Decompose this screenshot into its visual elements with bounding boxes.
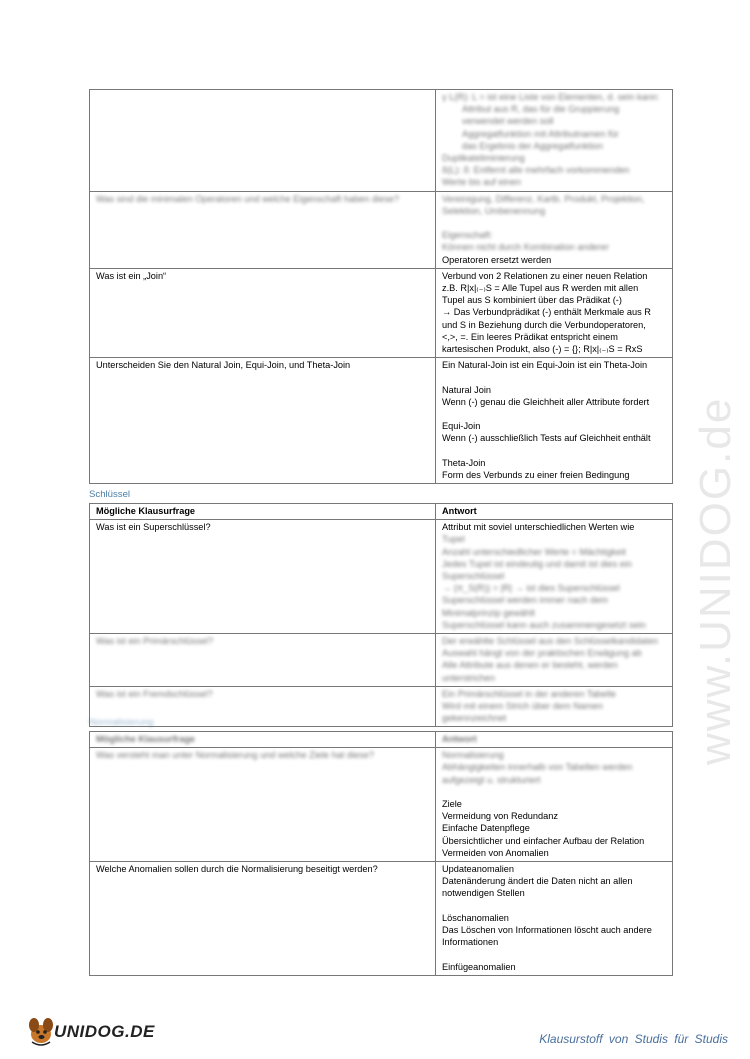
- question-cell: [90, 748, 436, 862]
- answer-cell: [436, 686, 673, 727]
- answer-line: Alle Attribute aus denen er besteht, werden: [442, 660, 618, 671]
- question-text: Was ist ein Superschlüssel?: [96, 522, 211, 533]
- answer-line: Verbund von 2 Relationen zu einer neuen Relation: [442, 270, 648, 281]
- answer-line: Ziele: [442, 799, 462, 809]
- normalisierung-table: [89, 731, 673, 976]
- answer-line: Informationen: [442, 937, 499, 948]
- answer-line: Theta-Join: [442, 457, 486, 468]
- answer-cell: [436, 520, 673, 634]
- question-cell: [90, 358, 436, 484]
- answer-line: notwendigen Stellen: [442, 888, 525, 899]
- answer-line: → Das Verbundprädikat (-) enthält Merkmale aus R: [442, 307, 651, 318]
- answer-line: Normalisierung: [442, 750, 504, 761]
- answer-line: <,>, =. Ein leeres Prädikat entspricht einem: [442, 331, 618, 342]
- table-row: [90, 268, 673, 357]
- answer-line: Superschlüssel kann auch zusammengesetzt sein: [442, 619, 646, 630]
- answer-line: → (π_S(R)) = |R| → ist dies Superschlüssel: [442, 583, 620, 594]
- answer-line: Werte bis auf einen: [442, 177, 521, 188]
- answer-line: z.B. R|x|₍₋₎S = Alle Tupel aus R werden mit allen: [442, 283, 639, 294]
- watermark: www.UNIDOG.de: [691, 396, 740, 765]
- header-answer: Antwort: [436, 732, 673, 748]
- answer-line: Jedes Tupel ist eindeutig und damit ist dies ein: [442, 558, 632, 569]
- answer-cell: [436, 191, 673, 268]
- question-cell: [90, 90, 436, 192]
- answer-line: Updateanomalien: [442, 864, 515, 875]
- question-text: Was versteht man unter Normalisierung und welche Ziele hat diese?: [96, 750, 374, 761]
- answer-line: Tupel: [442, 534, 465, 545]
- table-row: [90, 520, 673, 634]
- header-question: Mögliche Klausurfrage: [90, 504, 436, 520]
- answer-line: kartesischen Produkt, also (-) = {}; R|x|₍₋₎S = RxS: [442, 344, 643, 355]
- answer-line: Vereinigung, Differenz, Kartb. Produkt, Projektion,: [442, 193, 645, 204]
- header-question: Mögliche Klausurfrage: [90, 732, 436, 748]
- answer-line: das Ergebnis der Aggregatfunktion: [462, 140, 603, 151]
- table-row: [90, 686, 673, 727]
- question-cell: [90, 862, 436, 976]
- answer-line: Übersichtlicher und einfacher Aufbau der Relation: [442, 835, 645, 846]
- answer-line: gekennzeichnet: [442, 713, 507, 724]
- answer-line: Equi-Join: [442, 421, 481, 432]
- answer-line: Wenn (-) ausschließlich Tests auf Gleichheit enthält: [442, 433, 651, 444]
- answer-line: Superschlüssel: [442, 571, 505, 582]
- answer-line: Anzahl unterschiedlicher Werte = Mächtigkeit: [442, 546, 626, 557]
- answer-line: δ(L): δ: Entfernt alle mehrfach vorkommenden: [442, 165, 630, 176]
- answer-line: Das Löschen von Informationen löscht auch andere: [442, 925, 652, 936]
- table-header-row: [90, 504, 673, 520]
- answer-line: Tupel aus S kombiniert über das Prädikat (-): [442, 295, 622, 306]
- answer-line: Selektion, Umbenennung: [442, 205, 546, 216]
- answer-line: Ein Natural-Join ist ein Equi-Join ist ein Theta-Join: [442, 360, 648, 371]
- answer-line: und S in Beziehung durch die Verbundoperatoren,: [442, 319, 646, 330]
- answer-line: Können nicht durch Kombination anderer: [442, 242, 610, 253]
- question-cell: [90, 634, 436, 687]
- table-header-row: [90, 732, 673, 748]
- answer-line: γ L(R): L = ist eine Liste von Elementen, d. sein kann:: [442, 92, 660, 102]
- answer-line: Form des Verbunds zu einer freien Bedingung: [442, 470, 630, 481]
- question-text: Was ist ein Primärschlüssel?: [96, 636, 214, 647]
- answer-cell: [436, 268, 673, 357]
- answer-cell: [436, 634, 673, 687]
- join-table: [89, 89, 673, 484]
- table-row: [90, 191, 673, 268]
- answer-line: Duplikateliminierung: [442, 153, 525, 164]
- unidog-logo: [24, 1014, 164, 1048]
- answer-line: Löschanomalien: [442, 912, 509, 923]
- schluessel-table: [89, 503, 673, 727]
- answer-cell: [436, 862, 673, 976]
- answer-spacer: [442, 217, 667, 229]
- footer-slogan: Klausurstoff von Studis für Studis: [539, 1032, 728, 1046]
- answer-cell: [436, 748, 673, 862]
- answer-line: unterstrichen: [442, 672, 496, 683]
- question-text: Welche Anomalien sollen durch die Normalisierung beseitigt werden?: [96, 864, 378, 875]
- question-cell: [90, 268, 436, 357]
- table-row: [90, 90, 673, 192]
- question-text: Unterscheiden Sie den Natural Join, Equi-Join, und Theta-Join: [96, 360, 351, 371]
- answer-line: verwendet werden soll: [462, 116, 554, 127]
- answer-line: Attribut mit soviel unterschiedlichen Werten wie: [442, 522, 635, 533]
- answer-spacer: [442, 371, 667, 383]
- section-heading-schluessel: Schlüssel: [89, 489, 131, 500]
- answer-line: Ein Primärschlüssel in der anderen Tabelle: [442, 688, 616, 699]
- logo-text: UNIDOG.DE: [54, 1022, 155, 1041]
- answer-cell: [436, 90, 673, 192]
- answer-line: Natural Join: [442, 384, 492, 395]
- answer-line: Minimalprinzip gewählt: [442, 607, 535, 618]
- answer-line: Eigenschaft:: [442, 230, 493, 241]
- answer-line: Einfache Datenpflege: [442, 823, 530, 834]
- table-row: [90, 748, 673, 862]
- answer-line: Abhängigkeiten innerhalb von Tabellen werden: [442, 762, 633, 773]
- table-row: [90, 358, 673, 484]
- answer-line: Operatoren ersetzt werden: [442, 254, 552, 265]
- answer-line: Wird mit einem Strich über dem Namen: [442, 701, 603, 712]
- answer-cell: [436, 358, 673, 484]
- answer-line: Vermeiden von Anomalien: [442, 847, 549, 858]
- answer-spacer: [442, 786, 667, 798]
- answer-line: Vermeidung von Redundanz: [442, 811, 558, 822]
- table-row: [90, 634, 673, 687]
- question-cell: [90, 520, 436, 634]
- answer-line: aufgezeigt u. strukturiert: [442, 774, 541, 785]
- answer-spacer: [442, 445, 667, 457]
- answer-spacer: [442, 900, 667, 912]
- question-cell: [90, 191, 436, 268]
- answer-line: Aggregatfunktion mit Attributnamen für: [462, 128, 619, 139]
- dog-mascot-icon: [24, 1014, 58, 1048]
- table-row: [90, 862, 673, 976]
- answer-line: Einfügeanomalien: [442, 961, 516, 972]
- header-answer: Antwort: [436, 504, 673, 520]
- answer-spacer: [442, 948, 667, 960]
- answer-line: Auswahl hängt von der praktischen Erwägung ab: [442, 648, 642, 659]
- answer-line: Attribut aus R, das für die Gruppierung: [462, 104, 620, 115]
- question-text: Was ist ein Fremdschlüssel?: [96, 688, 213, 699]
- answer-line: Datenänderung ändert die Daten nicht an allen: [442, 876, 633, 887]
- answer-spacer: [442, 408, 667, 420]
- section-heading-normalisierung: Normalisierung: [89, 717, 154, 728]
- question-text: Was ist ein „Join“: [96, 270, 167, 281]
- answer-line: Der erwählte Schlüssel aus den Schlüsselkandidaten: [442, 636, 659, 647]
- answer-line: Wenn (-) genau die Gleichheit aller Attribute fordert: [442, 396, 650, 407]
- answer-line: Superschlüssel werden immer nach dem: [442, 595, 608, 606]
- question-text: Was sind die minimalen Operatoren und welche Eigenschaft haben diese?: [96, 193, 400, 204]
